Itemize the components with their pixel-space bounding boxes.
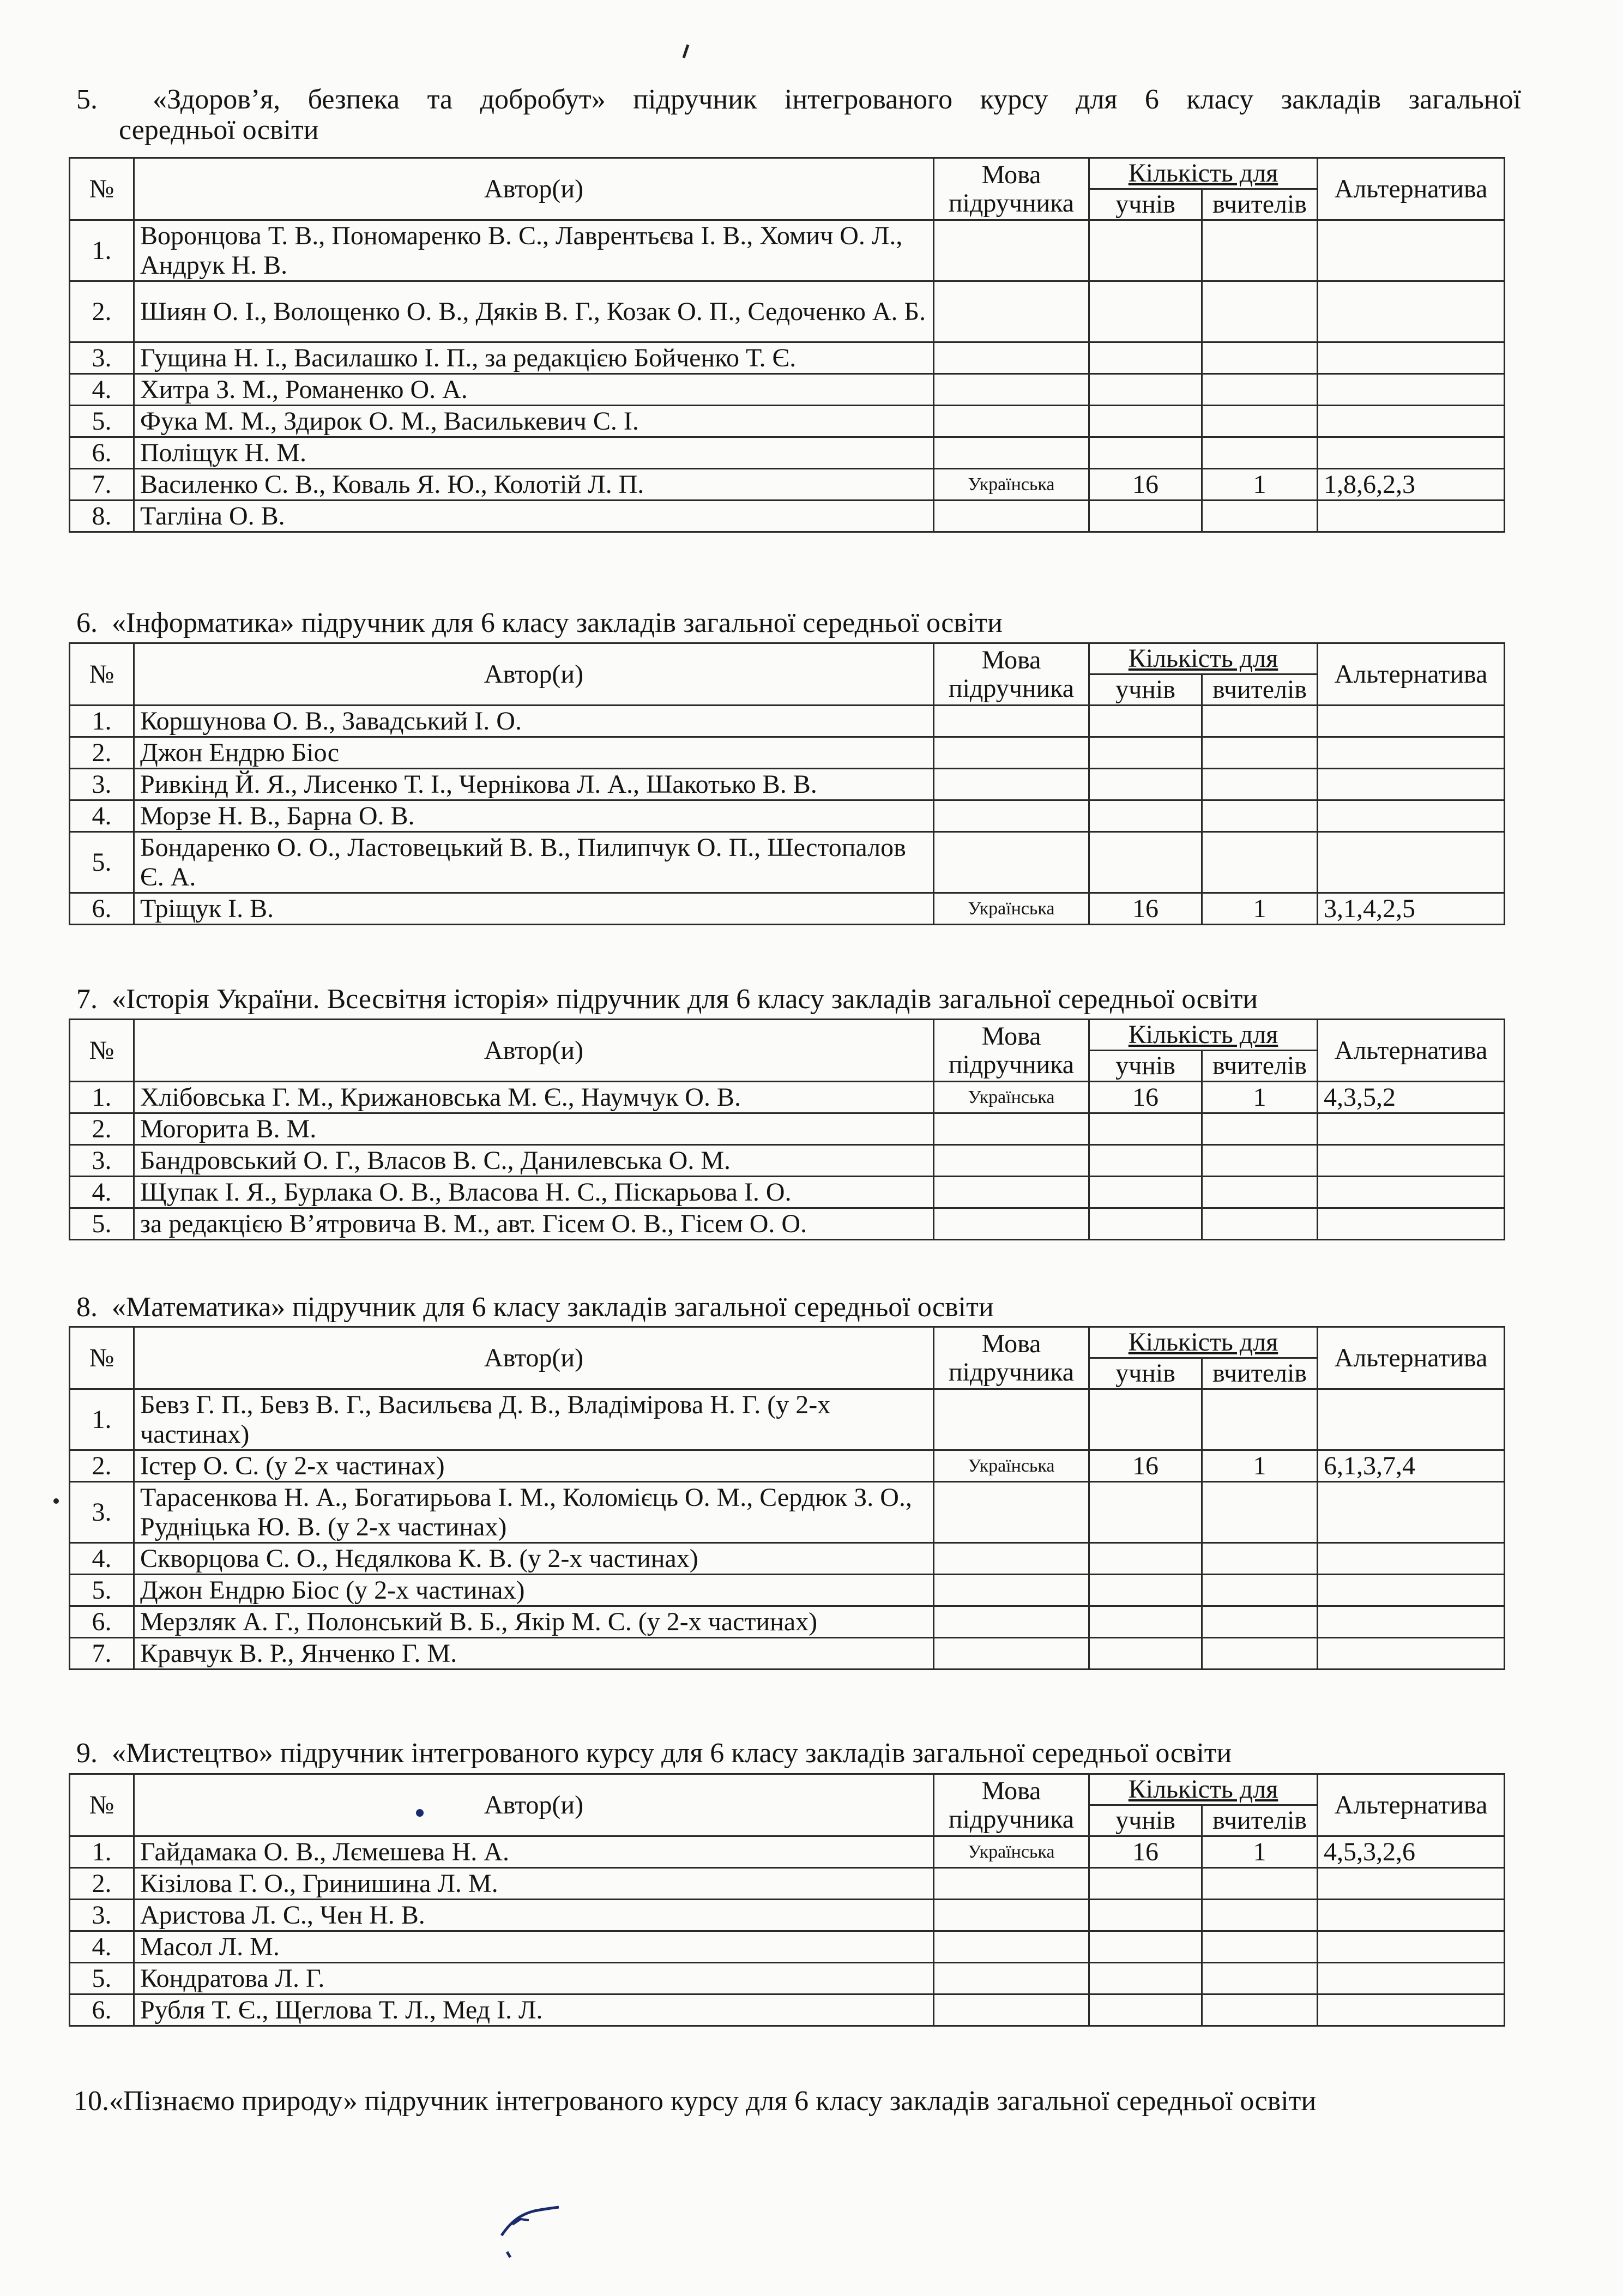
header-number: № (70, 158, 134, 220)
header-language-line1: Мова (981, 1776, 1041, 1805)
row-author: Морзе Н. В., Барна О. В. (134, 800, 934, 832)
header-students: учнів (1089, 1358, 1202, 1389)
table-row (70, 1208, 1505, 1240)
header-alternative: Альтернатива (1318, 643, 1505, 706)
row-teachers-count (1202, 1543, 1318, 1575)
row-number: 3. (70, 1145, 134, 1177)
section-10-heading: 10.«Пізнаємо природу» підручник інтегрованого курсу для 6 класу закладів загальної середньої освіти (74, 2086, 1317, 2117)
row-number: 4. (70, 800, 134, 832)
row-teachers-count (1202, 1389, 1318, 1450)
header-author: Автор(и) (134, 1020, 934, 1082)
row-teachers-count (1202, 1208, 1318, 1240)
row-number: 1. (70, 220, 134, 281)
table-row (70, 1389, 1505, 1450)
row-author: Шиян О. І., Волощенко О. В., Дяків В. Г., Козак О. П., Седоченко А. Б. (134, 281, 934, 342)
row-language (934, 1482, 1089, 1543)
row-students-count (1089, 1900, 1202, 1931)
header-quantity-label: Кількість для (1128, 1328, 1278, 1357)
row-author: Рубля Т. Є., Щеглова Т. Л., Мед І. Л. (134, 1994, 934, 2026)
row-alternative (1318, 281, 1505, 342)
header-language (934, 158, 1089, 220)
table-row (70, 1900, 1505, 1931)
table-row (70, 406, 1505, 437)
header-teachers: вчителів (1202, 674, 1318, 706)
section-5-heading: 5. «Здоров’я, безпека та добробут» підручник інтегрованого курсу для 6 класу закладів загальної середньої освіти (76, 84, 1521, 146)
row-number: 3. (70, 769, 134, 800)
row-teachers-count (1202, 1575, 1318, 1606)
header-number: № (70, 1774, 134, 1836)
row-number: 1. (70, 1836, 134, 1868)
header-number: № (70, 1020, 134, 1082)
row-students-count: 16 (1089, 1082, 1202, 1113)
row-author: Бевз Г. П., Бевз В. Г., Васильєва Д. В., Владімірова Н. Г. (у 2-х частинах) (134, 1389, 934, 1450)
row-author: Кізілова Г. О., Гринишина Л. М. (134, 1868, 934, 1900)
row-language (934, 1963, 1089, 1994)
row-author: Мерзляк А. Г., Полонський В. Б., Якір М. С. (у 2-х частинах) (134, 1606, 934, 1638)
row-students-count (1089, 737, 1202, 769)
row-students-count (1089, 1606, 1202, 1638)
table-row (70, 1638, 1505, 1670)
section-9-table (69, 1773, 1505, 2027)
row-teachers-count (1202, 1931, 1318, 1963)
row-students-count: 16 (1089, 1450, 1202, 1482)
row-author: Воронцова Т. В., Пономаренко В. С., Лаврентьєва І. В., Хомич О. Л., Андрук Н. В. (134, 220, 934, 281)
row-author: Кондратова Л. Г. (134, 1963, 934, 1994)
row-alternative (1318, 437, 1505, 469)
row-students-count: 16 (1089, 1836, 1202, 1868)
row-language (934, 769, 1089, 800)
table-row (70, 800, 1505, 832)
row-number: 3. (70, 1900, 134, 1931)
row-teachers-count (1202, 769, 1318, 800)
row-students-count: 16 (1089, 893, 1202, 925)
row-author: Бондаренко О. О., Ластовецький В. В., Пилипчук О. П., Шестопалов Є. А. (134, 832, 934, 893)
row-language: Українська (934, 1082, 1089, 1113)
table-row (70, 1606, 1505, 1638)
row-students-count: 16 (1089, 469, 1202, 501)
row-language (934, 1389, 1089, 1450)
header-language-line2: підручника (948, 1357, 1075, 1387)
header-language-line2: підручника (948, 673, 1075, 703)
header-language (934, 1020, 1089, 1082)
row-author: Хитра З. М., Романенко О. А. (134, 374, 934, 406)
ink-mark (681, 44, 690, 60)
table-row (70, 1575, 1505, 1606)
header-number: № (70, 643, 134, 706)
row-students-count (1089, 1638, 1202, 1670)
row-alternative (1318, 1177, 1505, 1208)
row-students-count (1089, 1994, 1202, 2026)
row-teachers-count (1202, 1963, 1318, 1994)
row-alternative (1318, 1931, 1505, 1963)
section-8-table (69, 1326, 1505, 1670)
header-quantity (1089, 1327, 1318, 1358)
row-students-count (1089, 342, 1202, 374)
row-language (934, 501, 1089, 532)
signature-scribble (491, 2186, 578, 2263)
row-students-count (1089, 1145, 1202, 1177)
row-alternative: 4,3,5,2 (1318, 1082, 1505, 1113)
row-alternative: 6,1,3,7,4 (1318, 1450, 1505, 1482)
header-language-line2: підручника (948, 188, 1075, 218)
row-alternative (1318, 501, 1505, 532)
row-number: 3. (70, 342, 134, 374)
row-number: 1. (70, 706, 134, 737)
row-language (934, 800, 1089, 832)
header-students: учнів (1089, 1051, 1202, 1082)
row-author: Щупак І. Я., Бурлака О. В., Власова Н. С., Піскарьова І. О. (134, 1177, 934, 1208)
row-alternative (1318, 1868, 1505, 1900)
table-row (70, 437, 1505, 469)
header-teachers: вчителів (1202, 1805, 1318, 1836)
row-alternative (1318, 706, 1505, 737)
row-author: Фука М. М., Здирок О. М., Василькевич С. І. (134, 406, 934, 437)
row-number: 2. (70, 737, 134, 769)
row-number: 5. (70, 1963, 134, 1994)
row-author: Могорита В. М. (134, 1113, 934, 1145)
table-row (70, 1931, 1505, 1963)
row-language (934, 1638, 1089, 1670)
row-alternative (1318, 737, 1505, 769)
row-students-count (1089, 406, 1202, 437)
row-number: 2. (70, 1868, 134, 1900)
header-language-line2: підручника (948, 1050, 1075, 1079)
row-number: 5. (70, 1208, 134, 1240)
row-alternative: 3,1,4,2,5 (1318, 893, 1505, 925)
row-alternative: 4,5,3,2,6 (1318, 1836, 1505, 1868)
row-number: 2. (70, 281, 134, 342)
row-language (934, 220, 1089, 281)
row-students-count (1089, 220, 1202, 281)
row-number: 2. (70, 1450, 134, 1482)
row-students-count (1089, 1868, 1202, 1900)
row-language: Українська (934, 893, 1089, 925)
row-number: 5. (70, 406, 134, 437)
row-number: 6. (70, 437, 134, 469)
row-students-count (1089, 1113, 1202, 1145)
table-row (70, 342, 1505, 374)
row-teachers-count (1202, 342, 1318, 374)
row-alternative (1318, 1606, 1505, 1638)
row-teachers-count (1202, 281, 1318, 342)
row-language (934, 1208, 1089, 1240)
row-students-count (1089, 1482, 1202, 1543)
row-alternative (1318, 1638, 1505, 1670)
header-language-line1: Мова (981, 1329, 1041, 1358)
header-quantity (1089, 1774, 1318, 1805)
row-students-count (1089, 1177, 1202, 1208)
row-alternative (1318, 1963, 1505, 1994)
row-language (934, 1543, 1089, 1575)
header-language-line1: Мова (981, 1021, 1041, 1051)
row-students-count (1089, 1208, 1202, 1240)
row-language (934, 737, 1089, 769)
header-alternative: Альтернатива (1318, 1020, 1505, 1082)
row-students-count (1089, 374, 1202, 406)
table-row (70, 1177, 1505, 1208)
table-row (70, 1450, 1505, 1482)
row-students-count (1089, 1575, 1202, 1606)
row-number: 8. (70, 501, 134, 532)
header-alternative: Альтернатива (1318, 1774, 1505, 1836)
row-teachers-count (1202, 800, 1318, 832)
table-row (70, 1145, 1505, 1177)
row-author: Василенко С. В., Коваль Я. Ю., Колотій Л. П. (134, 469, 934, 501)
header-language-line1: Мова (981, 645, 1041, 674)
header-quantity-label: Кількість для (1128, 1775, 1278, 1804)
row-teachers-count: 1 (1202, 1082, 1318, 1113)
row-students-count (1089, 1389, 1202, 1450)
row-language (934, 832, 1089, 893)
header-teachers: вчителів (1202, 189, 1318, 220)
row-number: 5. (70, 1575, 134, 1606)
header-quantity (1089, 158, 1318, 189)
section-5-table (69, 157, 1505, 533)
header-author: Автор(и) (134, 158, 934, 220)
row-students-count (1089, 1931, 1202, 1963)
row-language (934, 706, 1089, 737)
section-8-heading: 8. «Математика» підручник для 6 класу закладів загальної середньої освіти (76, 1292, 994, 1323)
row-teachers-count: 1 (1202, 1450, 1318, 1482)
row-number: 7. (70, 469, 134, 501)
row-teachers-count: 1 (1202, 893, 1318, 925)
table-row (70, 1994, 1505, 2026)
row-alternative (1318, 1482, 1505, 1543)
row-author: Ривкінд Й. Я., Лисенко Т. І., Чернікова Л. А., Шакотько В. В. (134, 769, 934, 800)
row-alternative (1318, 374, 1505, 406)
table-row (70, 737, 1505, 769)
row-author: Коршунова О. В., Завадський І. О. (134, 706, 934, 737)
row-number: 6. (70, 893, 134, 925)
section-9-heading: 9. «Мистецтво» підручник інтегрованого курсу для 6 класу закладів загальної середньої освіти (76, 1738, 1232, 1769)
row-number: 4. (70, 1931, 134, 1963)
row-author: Хлібовська Г. М., Крижановська М. Є., Наумчук О. В. (134, 1082, 934, 1113)
row-language (934, 1931, 1089, 1963)
table-row (70, 1113, 1505, 1145)
row-number: 1. (70, 1082, 134, 1113)
table-row (70, 1543, 1505, 1575)
row-author: Аристова Л. С., Чен Н. В. (134, 1900, 934, 1931)
row-students-count (1089, 1963, 1202, 1994)
row-teachers-count: 1 (1202, 469, 1318, 501)
row-students-count (1089, 769, 1202, 800)
row-author: Тарасенкова Н. А., Богатирьова І. М., Коломієць О. М., Сердюк З. О., Рудніцька Ю. В. (у 2-х частинах) (134, 1482, 934, 1543)
row-teachers-count (1202, 832, 1318, 893)
header-author: Автор(и) (134, 1327, 934, 1389)
header-students: учнів (1089, 1805, 1202, 1836)
row-language (934, 1868, 1089, 1900)
row-alternative (1318, 1575, 1505, 1606)
table-row (70, 706, 1505, 737)
header-language (934, 1774, 1089, 1836)
row-teachers-count (1202, 1177, 1318, 1208)
header-number: № (70, 1327, 134, 1389)
row-author: Кравчук В. Р., Янченко Г. М. (134, 1638, 934, 1670)
row-author: Джон Ендрю Біос (134, 737, 934, 769)
header-author: Автор(и) (134, 1774, 934, 1836)
table-row (70, 469, 1505, 501)
header-quantity (1089, 643, 1318, 674)
header-language-line2: підручника (948, 1804, 1075, 1834)
row-alternative (1318, 1994, 1505, 2026)
table-row (70, 769, 1505, 800)
table-row (70, 281, 1505, 342)
row-alternative (1318, 769, 1505, 800)
row-alternative (1318, 1900, 1505, 1931)
row-teachers-count (1202, 1482, 1318, 1543)
row-alternative: 1,8,6,2,3 (1318, 469, 1505, 501)
row-language (934, 1177, 1089, 1208)
row-number: 6. (70, 1994, 134, 2026)
row-teachers-count (1202, 406, 1318, 437)
table-row (70, 1482, 1505, 1543)
header-students: учнів (1089, 674, 1202, 706)
row-teachers-count (1202, 1900, 1318, 1931)
row-teachers-count (1202, 220, 1318, 281)
row-teachers-count (1202, 1113, 1318, 1145)
row-teachers-count (1202, 1638, 1318, 1670)
row-students-count (1089, 501, 1202, 532)
row-alternative (1318, 1389, 1505, 1450)
row-alternative (1318, 1208, 1505, 1240)
row-language (934, 1994, 1089, 2026)
header-language (934, 1327, 1089, 1389)
row-author: Гущина Н. І., Василашко І. П., за редакцією Бойченко Т. Є. (134, 342, 934, 374)
table-row (70, 1836, 1505, 1868)
table-row (70, 220, 1505, 281)
row-author: Тагліна О. В. (134, 501, 934, 532)
table-row (70, 501, 1505, 532)
header-author: Автор(и) (134, 643, 934, 706)
row-author: за редакцією В’ятровича В. М., авт. Гісем О. В., Гісем О. О. (134, 1208, 934, 1240)
row-number: 4. (70, 1177, 134, 1208)
table-row (70, 832, 1505, 893)
row-author: Тріщук І. В. (134, 893, 934, 925)
row-teachers-count (1202, 706, 1318, 737)
table-row (70, 374, 1505, 406)
row-author: Поліщук Н. М. (134, 437, 934, 469)
row-teachers-count (1202, 737, 1318, 769)
row-teachers-count (1202, 1868, 1318, 1900)
header-alternative: Альтернатива (1318, 158, 1505, 220)
header-teachers: вчителів (1202, 1358, 1318, 1389)
row-alternative (1318, 1543, 1505, 1575)
section-6-table (69, 642, 1505, 925)
header-quantity-label: Кількість для (1128, 1020, 1278, 1049)
table-row (70, 893, 1505, 925)
row-teachers-count (1202, 374, 1318, 406)
header-language (934, 643, 1089, 706)
row-number: 4. (70, 1543, 134, 1575)
row-language: Українська (934, 1450, 1089, 1482)
row-alternative (1318, 800, 1505, 832)
row-alternative (1318, 832, 1505, 893)
ink-dot (414, 1807, 425, 1818)
row-alternative (1318, 1145, 1505, 1177)
row-alternative (1318, 220, 1505, 281)
row-alternative (1318, 1113, 1505, 1145)
header-language-line1: Мова (981, 160, 1041, 189)
row-number: 7. (70, 1638, 134, 1670)
row-language (934, 342, 1089, 374)
header-quantity (1089, 1020, 1318, 1051)
row-author: Бандровський О. Г., Власов В. С., Данилевська О. М. (134, 1145, 934, 1177)
row-teachers-count (1202, 1145, 1318, 1177)
row-author: Істер О. С. (у 2-х частинах) (134, 1450, 934, 1482)
row-author: Скворцова С. О., Нєдялкова К. В. (у 2-х частинах) (134, 1543, 934, 1575)
row-language (934, 1606, 1089, 1638)
row-language (934, 374, 1089, 406)
row-students-count (1089, 706, 1202, 737)
header-alternative: Альтернатива (1318, 1327, 1505, 1389)
row-students-count (1089, 281, 1202, 342)
row-number: 6. (70, 1606, 134, 1638)
section-6-heading: 6. «Інформатика» підручник для 6 класу закладів загальної середньої освіти (76, 607, 1003, 638)
row-alternative (1318, 342, 1505, 374)
row-teachers-count (1202, 501, 1318, 532)
section-7-heading: 7. «Історія України. Всесвітня історія» підручник для 6 класу закладів загальної середньої освіти (76, 984, 1258, 1015)
section-7-table (69, 1019, 1505, 1240)
row-teachers-count: 1 (1202, 1836, 1318, 1868)
header-quantity-label: Кількість для (1128, 644, 1278, 673)
row-language (934, 437, 1089, 469)
row-alternative (1318, 406, 1505, 437)
row-language: Українська (934, 1836, 1089, 1868)
header-students: учнів (1089, 189, 1202, 220)
row-number: 2. (70, 1113, 134, 1145)
row-number: 1. (70, 1389, 134, 1450)
ink-dot (52, 1497, 61, 1505)
row-teachers-count (1202, 1994, 1318, 2026)
row-teachers-count (1202, 1606, 1318, 1638)
table-row (70, 1868, 1505, 1900)
row-author: Гайдамака О. В., Лємешева Н. А. (134, 1836, 934, 1868)
table-row (70, 1082, 1505, 1113)
row-teachers-count (1202, 437, 1318, 469)
row-number: 4. (70, 374, 134, 406)
row-language (934, 1900, 1089, 1931)
header-teachers: вчителів (1202, 1051, 1318, 1082)
row-author: Джон Ендрю Біос (у 2-х частинах) (134, 1575, 934, 1606)
row-number: 3. (70, 1482, 134, 1543)
row-language (934, 1575, 1089, 1606)
row-language (934, 406, 1089, 437)
row-students-count (1089, 1543, 1202, 1575)
row-language (934, 1145, 1089, 1177)
row-author: Масол Л. М. (134, 1931, 934, 1963)
row-students-count (1089, 832, 1202, 893)
row-number: 5. (70, 832, 134, 893)
header-quantity-label: Кількість для (1128, 159, 1278, 188)
row-language (934, 1113, 1089, 1145)
row-language (934, 281, 1089, 342)
row-language: Українська (934, 469, 1089, 501)
row-students-count (1089, 800, 1202, 832)
row-students-count (1089, 437, 1202, 469)
table-row (70, 1963, 1505, 1994)
